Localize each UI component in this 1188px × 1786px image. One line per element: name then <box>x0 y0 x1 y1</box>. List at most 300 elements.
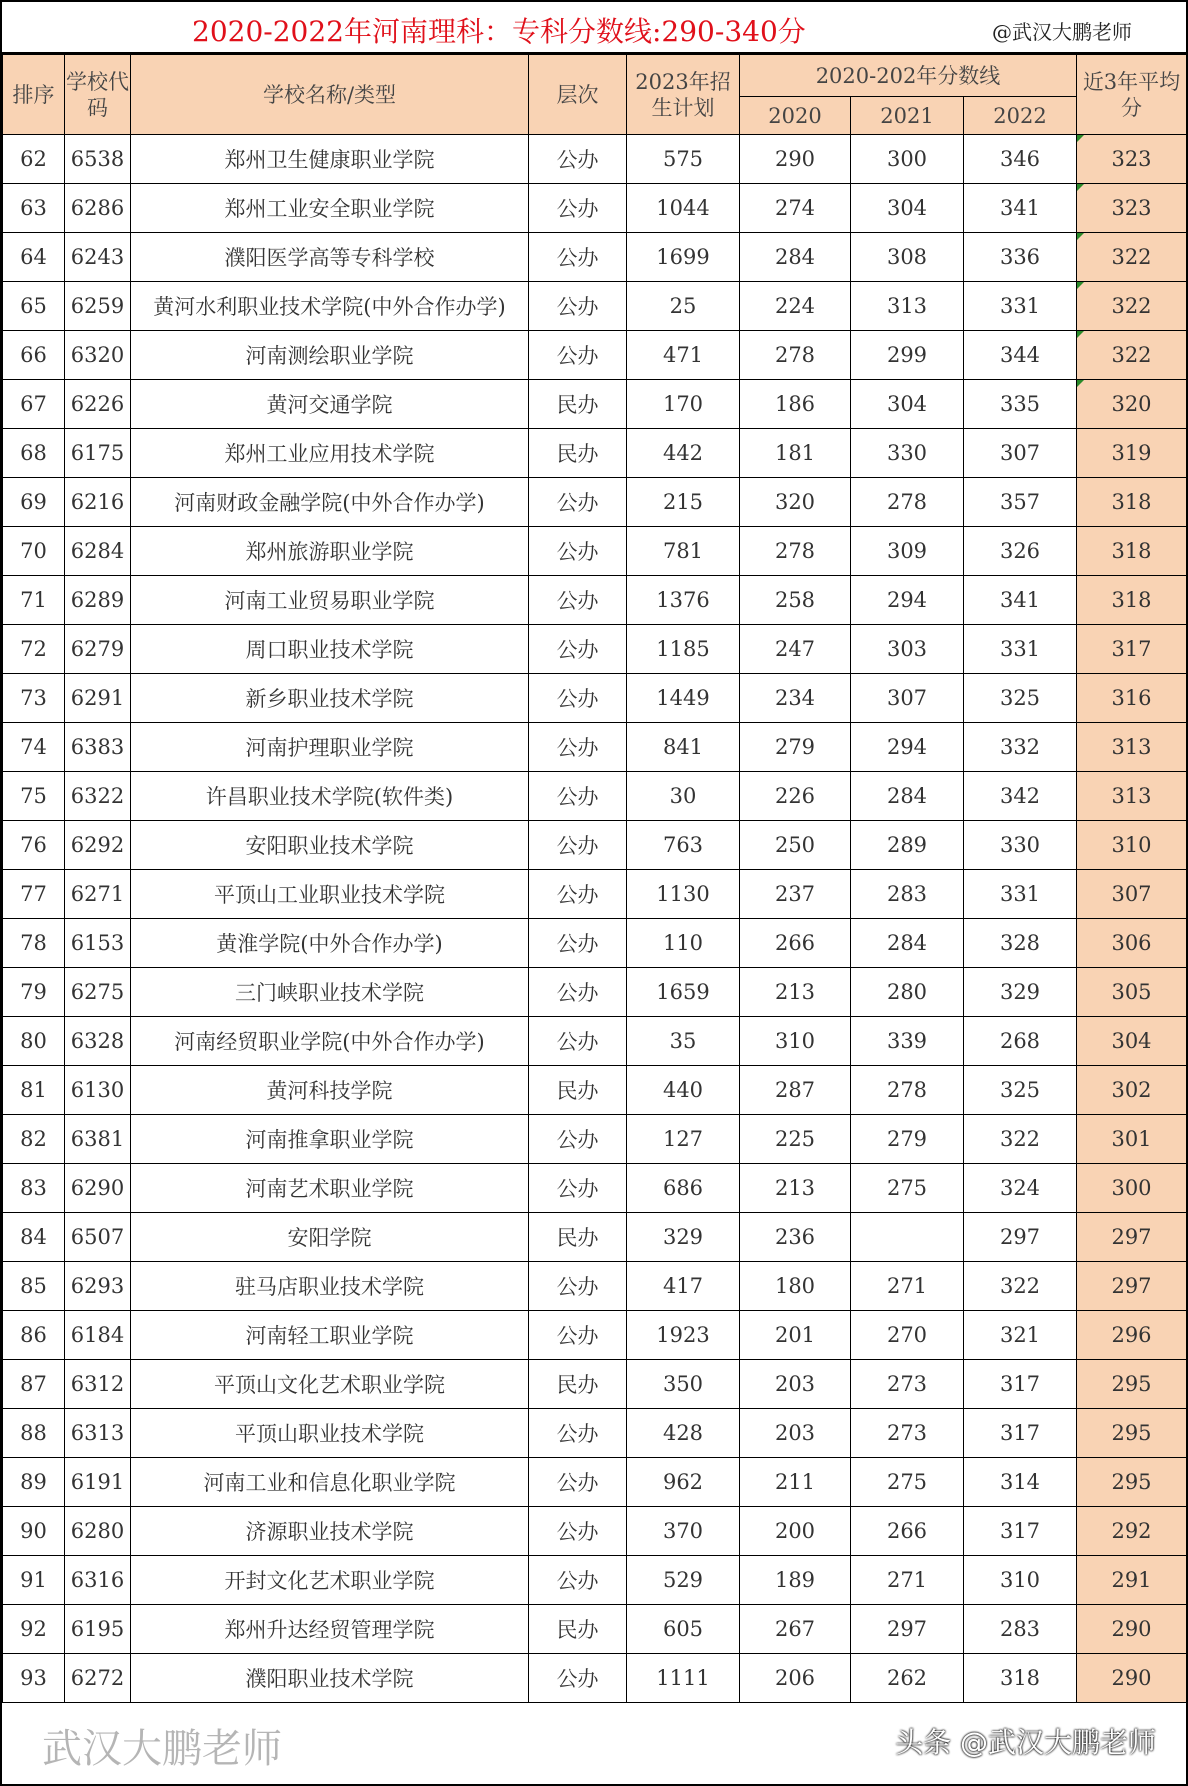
cell-score-2020: 200 <box>740 1507 851 1556</box>
header-level: 层次 <box>529 55 627 135</box>
cell-level: 公办 <box>529 821 627 870</box>
watermark: 武汉大鹏老师 <box>42 1726 282 1772</box>
cell-plan: 1111 <box>627 1654 740 1703</box>
cell-avg-score: 322 <box>1077 331 1187 380</box>
cell-score-2022: 325 <box>964 1066 1077 1115</box>
cell-school-name: 平顶山文化艺术职业学院 <box>131 1360 529 1409</box>
cell-plan: 1185 <box>627 625 740 674</box>
cell-score-2021: 273 <box>851 1360 964 1409</box>
cell-score-2020: 234 <box>740 674 851 723</box>
cell-rank: 83 <box>3 1164 65 1213</box>
cell-avg-score: 296 <box>1077 1311 1187 1360</box>
cell-school-name: 安阳职业技术学院 <box>131 821 529 870</box>
cell-level: 公办 <box>529 1164 627 1213</box>
cell-score-2022: 357 <box>964 478 1077 527</box>
cell-code: 6383 <box>65 723 131 772</box>
cell-school-name: 郑州工业应用技术学院 <box>131 429 529 478</box>
table-row <box>3 331 1187 380</box>
cell-score-2021: 275 <box>851 1164 964 1213</box>
cell-score-2020: 237 <box>740 870 851 919</box>
cell-avg-score: 307 <box>1077 870 1187 919</box>
cell-school-name: 济源职业技术学院 <box>131 1507 529 1556</box>
cell-level: 公办 <box>529 1458 627 1507</box>
cell-level: 公办 <box>529 1654 627 1703</box>
cell-level: 公办 <box>529 282 627 331</box>
cell-plan: 1923 <box>627 1311 740 1360</box>
cell-avg-score: 292 <box>1077 1507 1187 1556</box>
table-row <box>3 1213 1187 1262</box>
cell-score-2022: 297 <box>964 1213 1077 1262</box>
header-2022: 2022 <box>964 97 1077 135</box>
cell-score-2022: 342 <box>964 772 1077 821</box>
cell-code: 6320 <box>65 331 131 380</box>
cell-school-name: 河南推拿职业学院 <box>131 1115 529 1164</box>
cell-score-2021: 330 <box>851 429 964 478</box>
cell-level: 民办 <box>529 1605 627 1654</box>
table-row <box>3 135 1187 184</box>
cell-plan: 25 <box>627 282 740 331</box>
cell-plan: 440 <box>627 1066 740 1115</box>
cell-rank: 63 <box>3 184 65 233</box>
cell-plan: 1130 <box>627 870 740 919</box>
cell-avg-score: 318 <box>1077 527 1187 576</box>
cell-code: 6259 <box>65 282 131 331</box>
cell-rank: 82 <box>3 1115 65 1164</box>
cell-rank: 72 <box>3 625 65 674</box>
cell-score-2020: 186 <box>740 380 851 429</box>
cell-level: 公办 <box>529 1311 627 1360</box>
cell-score-2022: 328 <box>964 919 1077 968</box>
cell-score-2021: 304 <box>851 380 964 429</box>
cell-level: 公办 <box>529 184 627 233</box>
cell-code: 6322 <box>65 772 131 821</box>
table-row <box>3 1605 1187 1654</box>
cell-rank: 81 <box>3 1066 65 1115</box>
table-row <box>3 478 1187 527</box>
cell-avg-score: 319 <box>1077 429 1187 478</box>
table-row <box>3 1066 1187 1115</box>
cell-school-name: 濮阳职业技术学院 <box>131 1654 529 1703</box>
cell-plan: 215 <box>627 478 740 527</box>
cell-score-2020: 278 <box>740 527 851 576</box>
cell-score-2022: 317 <box>964 1507 1077 1556</box>
cell-score-2021: 339 <box>851 1017 964 1066</box>
cell-rank: 71 <box>3 576 65 625</box>
cell-score-2020: 310 <box>740 1017 851 1066</box>
cell-code: 6289 <box>65 576 131 625</box>
cell-avg-score: 295 <box>1077 1409 1187 1458</box>
cell-score-2021: 313 <box>851 282 964 331</box>
cell-code: 6175 <box>65 429 131 478</box>
table-row <box>3 1409 1187 1458</box>
cell-score-2020: 290 <box>740 135 851 184</box>
cell-code: 6191 <box>65 1458 131 1507</box>
cell-score-2022: 341 <box>964 576 1077 625</box>
cell-rank: 78 <box>3 919 65 968</box>
cell-score-2020: 266 <box>740 919 851 968</box>
cell-code: 6328 <box>65 1017 131 1066</box>
table-row <box>3 723 1187 772</box>
cell-rank: 69 <box>3 478 65 527</box>
table-row <box>3 233 1187 282</box>
cell-code: 6316 <box>65 1556 131 1605</box>
cell-score-2021: 278 <box>851 478 964 527</box>
cell-rank: 74 <box>3 723 65 772</box>
cell-code: 6130 <box>65 1066 131 1115</box>
cell-score-2021: 262 <box>851 1654 964 1703</box>
cell-code: 6275 <box>65 968 131 1017</box>
score-table <box>2 54 1187 1703</box>
cell-score-2022: 346 <box>964 135 1077 184</box>
cell-score-2022: 331 <box>964 870 1077 919</box>
cell-score-2020: 226 <box>740 772 851 821</box>
table-row <box>3 1360 1187 1409</box>
cell-plan: 1449 <box>627 674 740 723</box>
cell-code: 6381 <box>65 1115 131 1164</box>
cell-score-2021: 300 <box>851 135 964 184</box>
cell-score-2021: 280 <box>851 968 964 1017</box>
cell-code: 6271 <box>65 870 131 919</box>
cell-school-name: 河南艺术职业学院 <box>131 1164 529 1213</box>
table-row <box>3 1507 1187 1556</box>
cell-score-2020: 201 <box>740 1311 851 1360</box>
cell-rank: 75 <box>3 772 65 821</box>
cell-level: 公办 <box>529 1262 627 1311</box>
cell-school-name: 驻马店职业技术学院 <box>131 1262 529 1311</box>
cell-score-2020: 250 <box>740 821 851 870</box>
cell-plan: 35 <box>627 1017 740 1066</box>
cell-rank: 68 <box>3 429 65 478</box>
cell-score-2022: 322 <box>964 1115 1077 1164</box>
cell-code: 6226 <box>65 380 131 429</box>
cell-level: 公办 <box>529 527 627 576</box>
cell-code: 6184 <box>65 1311 131 1360</box>
cell-score-2022: 268 <box>964 1017 1077 1066</box>
cell-level: 民办 <box>529 1066 627 1115</box>
cell-school-name: 黄河科技学院 <box>131 1066 529 1115</box>
cell-score-2021: 289 <box>851 821 964 870</box>
cell-avg-score: 290 <box>1077 1654 1187 1703</box>
cell-avg-score: 316 <box>1077 674 1187 723</box>
cell-school-name: 郑州工业安全职业学院 <box>131 184 529 233</box>
header-avg: 近3年平均分 <box>1077 55 1187 135</box>
cell-plan: 442 <box>627 429 740 478</box>
cell-score-2021: 309 <box>851 527 964 576</box>
cell-plan: 962 <box>627 1458 740 1507</box>
cell-avg-score: 302 <box>1077 1066 1187 1115</box>
cell-rank: 67 <box>3 380 65 429</box>
cell-rank: 79 <box>3 968 65 1017</box>
cell-score-2021: 303 <box>851 625 964 674</box>
cell-rank: 84 <box>3 1213 65 1262</box>
cell-school-name: 许昌职业技术学院(软件类) <box>131 772 529 821</box>
cell-school-name: 河南工业贸易职业学院 <box>131 576 529 625</box>
cell-school-name: 新乡职业技术学院 <box>131 674 529 723</box>
cell-score-2020: 180 <box>740 1262 851 1311</box>
table-row <box>3 674 1187 723</box>
cell-plan: 686 <box>627 1164 740 1213</box>
cell-rank: 89 <box>3 1458 65 1507</box>
table-row <box>3 1115 1187 1164</box>
cell-level: 公办 <box>529 233 627 282</box>
cell-score-2020: 236 <box>740 1213 851 1262</box>
cell-score-2021: 284 <box>851 772 964 821</box>
cell-score-2020: 320 <box>740 478 851 527</box>
table-row <box>3 968 1187 1017</box>
cell-score-2022: 341 <box>964 184 1077 233</box>
cell-score-2021: 308 <box>851 233 964 282</box>
table-row <box>3 1017 1187 1066</box>
cell-rank: 91 <box>3 1556 65 1605</box>
cell-score-2022: 335 <box>964 380 1077 429</box>
cell-level: 公办 <box>529 723 627 772</box>
cell-rank: 64 <box>3 233 65 282</box>
table-row <box>3 772 1187 821</box>
cell-score-2022: 324 <box>964 1164 1077 1213</box>
table-row <box>3 429 1187 478</box>
cell-avg-score: 317 <box>1077 625 1187 674</box>
cell-avg-score: 291 <box>1077 1556 1187 1605</box>
header-rank: 排序 <box>3 55 65 135</box>
cell-score-2020: 247 <box>740 625 851 674</box>
cell-plan: 329 <box>627 1213 740 1262</box>
cell-level: 民办 <box>529 1213 627 1262</box>
cell-score-2021: 297 <box>851 1605 964 1654</box>
cell-school-name: 河南护理职业学院 <box>131 723 529 772</box>
cell-score-2022: 331 <box>964 282 1077 331</box>
cell-score-2021: 275 <box>851 1458 964 1507</box>
cell-rank: 92 <box>3 1605 65 1654</box>
cell-plan: 127 <box>627 1115 740 1164</box>
cell-rank: 62 <box>3 135 65 184</box>
cell-score-2021: 266 <box>851 1507 964 1556</box>
cell-score-2022: 317 <box>964 1360 1077 1409</box>
header-2020: 2020 <box>740 97 851 135</box>
header-name: 学校名称/类型 <box>131 55 529 135</box>
cell-avg-score: 305 <box>1077 968 1187 1017</box>
cell-level: 公办 <box>529 870 627 919</box>
cell-code: 6280 <box>65 1507 131 1556</box>
table-row <box>3 625 1187 674</box>
table-row <box>3 282 1187 331</box>
cell-code: 6313 <box>65 1409 131 1458</box>
cell-score-2020: 213 <box>740 1164 851 1213</box>
table-row <box>3 1311 1187 1360</box>
cell-avg-score: 313 <box>1077 772 1187 821</box>
cell-score-2021: 273 <box>851 1409 964 1458</box>
cell-score-2020: 225 <box>740 1115 851 1164</box>
cell-score-2022: 317 <box>964 1409 1077 1458</box>
cell-code: 6312 <box>65 1360 131 1409</box>
cell-level: 公办 <box>529 135 627 184</box>
cell-level: 公办 <box>529 478 627 527</box>
watermark-strip <box>2 1703 1186 1773</box>
cell-plan: 1699 <box>627 233 740 282</box>
table-row <box>3 1654 1187 1703</box>
table-row <box>3 1556 1187 1605</box>
cell-level: 公办 <box>529 919 627 968</box>
cell-school-name: 郑州卫生健康职业学院 <box>131 135 529 184</box>
cell-score-2022: 283 <box>964 1605 1077 1654</box>
cell-avg-score: 322 <box>1077 233 1187 282</box>
cell-plan: 370 <box>627 1507 740 1556</box>
cell-plan: 428 <box>627 1409 740 1458</box>
cell-score-2022: 331 <box>964 625 1077 674</box>
cell-rank: 70 <box>3 527 65 576</box>
table-row <box>3 870 1187 919</box>
cell-level: 公办 <box>529 1115 627 1164</box>
table-row <box>3 380 1187 429</box>
cell-plan: 1044 <box>627 184 740 233</box>
cell-level: 公办 <box>529 625 627 674</box>
cell-score-2022: 344 <box>964 331 1077 380</box>
cell-rank: 88 <box>3 1409 65 1458</box>
cell-score-2022: 330 <box>964 821 1077 870</box>
table-row <box>3 184 1187 233</box>
cell-score-2022: 310 <box>964 1556 1077 1605</box>
cell-score-2020: 224 <box>740 282 851 331</box>
cell-rank: 77 <box>3 870 65 919</box>
cell-school-name: 河南经贸职业学院(中外合作办学) <box>131 1017 529 1066</box>
cell-rank: 93 <box>3 1654 65 1703</box>
header-plan: 2023年招生计划 <box>627 55 740 135</box>
cell-score-2020: 274 <box>740 184 851 233</box>
cell-school-name: 濮阳医学高等专科学校 <box>131 233 529 282</box>
cell-score-2020: 203 <box>740 1360 851 1409</box>
cell-plan: 529 <box>627 1556 740 1605</box>
cell-avg-score: 323 <box>1077 135 1187 184</box>
cell-rank: 65 <box>3 282 65 331</box>
cell-avg-score: 304 <box>1077 1017 1187 1066</box>
cell-score-2022: 307 <box>964 429 1077 478</box>
cell-code: 6153 <box>65 919 131 968</box>
cell-score-2021: 271 <box>851 1556 964 1605</box>
cell-score-2020: 287 <box>740 1066 851 1115</box>
footer-watermark: 头条 @武汉大鹏老师 <box>895 1726 1156 1759</box>
cell-code: 6216 <box>65 478 131 527</box>
header-code: 学校代码 <box>65 55 131 135</box>
cell-score-2020: 284 <box>740 233 851 282</box>
author-byline: @武汉大鹏老师 <box>992 20 1132 44</box>
cell-score-2021: 299 <box>851 331 964 380</box>
cell-avg-score: 318 <box>1077 576 1187 625</box>
cell-score-2022: 321 <box>964 1311 1077 1360</box>
cell-school-name: 郑州旅游职业学院 <box>131 527 529 576</box>
cell-score-2020: 181 <box>740 429 851 478</box>
cell-code: 6195 <box>65 1605 131 1654</box>
cell-code: 6243 <box>65 233 131 282</box>
table-row <box>3 821 1187 870</box>
cell-school-name: 开封文化艺术职业学院 <box>131 1556 529 1605</box>
cell-avg-score: 310 <box>1077 821 1187 870</box>
cell-rank: 66 <box>3 331 65 380</box>
cell-score-2022: 318 <box>964 1654 1077 1703</box>
cell-code: 6538 <box>65 135 131 184</box>
cell-score-2020: 211 <box>740 1458 851 1507</box>
cell-plan: 841 <box>627 723 740 772</box>
cell-score-2020: 206 <box>740 1654 851 1703</box>
cell-avg-score: 290 <box>1077 1605 1187 1654</box>
cell-plan: 417 <box>627 1262 740 1311</box>
cell-score-2022: 336 <box>964 233 1077 282</box>
cell-level: 公办 <box>529 1507 627 1556</box>
cell-rank: 73 <box>3 674 65 723</box>
cell-plan: 471 <box>627 331 740 380</box>
cell-plan: 350 <box>627 1360 740 1409</box>
cell-score-2021: 279 <box>851 1115 964 1164</box>
cell-avg-score: 313 <box>1077 723 1187 772</box>
cell-level: 公办 <box>529 1409 627 1458</box>
cell-school-name: 周口职业技术学院 <box>131 625 529 674</box>
cell-score-2021: 283 <box>851 870 964 919</box>
cell-score-2021: 294 <box>851 576 964 625</box>
cell-plan: 605 <box>627 1605 740 1654</box>
cell-school-name: 河南轻工职业学院 <box>131 1311 529 1360</box>
cell-score-2022: 332 <box>964 723 1077 772</box>
cell-plan: 110 <box>627 919 740 968</box>
cell-school-name: 河南测绘职业学院 <box>131 331 529 380</box>
cell-plan: 781 <box>627 527 740 576</box>
cell-score-2021: 304 <box>851 184 964 233</box>
header-scores: 2020-202年分数线 <box>740 55 1077 97</box>
cell-score-2021: 284 <box>851 919 964 968</box>
cell-level: 公办 <box>529 1556 627 1605</box>
cell-score-2022: 325 <box>964 674 1077 723</box>
cell-rank: 76 <box>3 821 65 870</box>
cell-code: 6291 <box>65 674 131 723</box>
cell-code: 6293 <box>65 1262 131 1311</box>
cell-score-2021: 271 <box>851 1262 964 1311</box>
cell-plan: 575 <box>627 135 740 184</box>
table-row <box>3 576 1187 625</box>
cell-score-2020: 189 <box>740 1556 851 1605</box>
cell-level: 公办 <box>529 674 627 723</box>
table-row <box>3 1262 1187 1311</box>
table-row <box>3 919 1187 968</box>
cell-avg-score: 297 <box>1077 1213 1187 1262</box>
cell-school-name: 三门峡职业技术学院 <box>131 968 529 1017</box>
cell-avg-score: 318 <box>1077 478 1187 527</box>
cell-avg-score: 306 <box>1077 919 1187 968</box>
cell-score-2021: 307 <box>851 674 964 723</box>
cell-school-name: 郑州升达经贸管理学院 <box>131 1605 529 1654</box>
cell-score-2020: 267 <box>740 1605 851 1654</box>
cell-score-2021: 294 <box>851 723 964 772</box>
cell-level: 公办 <box>529 331 627 380</box>
cell-avg-score: 320 <box>1077 380 1187 429</box>
cell-code: 6290 <box>65 1164 131 1213</box>
cell-level: 公办 <box>529 772 627 821</box>
cell-rank: 90 <box>3 1507 65 1556</box>
cell-score-2020: 279 <box>740 723 851 772</box>
cell-avg-score: 297 <box>1077 1262 1187 1311</box>
cell-score-2022: 329 <box>964 968 1077 1017</box>
cell-level: 公办 <box>529 968 627 1017</box>
cell-score-2020: 203 <box>740 1409 851 1458</box>
cell-score-2020: 278 <box>740 331 851 380</box>
cell-rank: 80 <box>3 1017 65 1066</box>
cell-school-name: 黄河交通学院 <box>131 380 529 429</box>
cell-score-2021 <box>851 1213 964 1262</box>
cell-score-2022: 314 <box>964 1458 1077 1507</box>
cell-plan: 1376 <box>627 576 740 625</box>
cell-score-2021: 278 <box>851 1066 964 1115</box>
cell-level: 民办 <box>529 429 627 478</box>
cell-school-name: 黄河水利职业技术学院(中外合作办学) <box>131 282 529 331</box>
cell-avg-score: 323 <box>1077 184 1187 233</box>
table-row <box>3 1164 1187 1213</box>
cell-rank: 87 <box>3 1360 65 1409</box>
